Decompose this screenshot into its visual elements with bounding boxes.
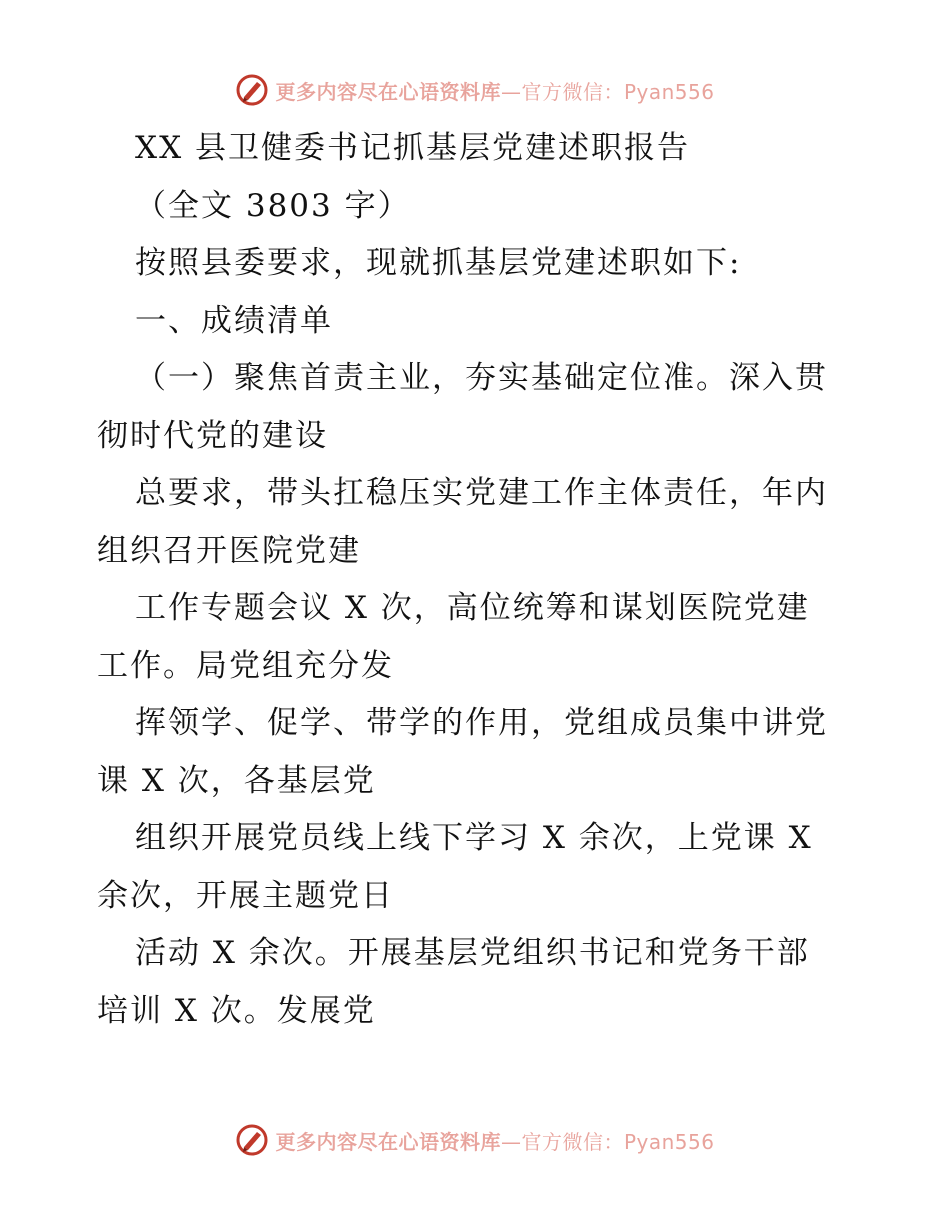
document-line: 工作。局党组充分发 bbox=[97, 647, 394, 684]
watermark-text: 更多内容尽在心语资料库—官方微信：Pyan556 bbox=[275, 79, 715, 104]
document-line: （一）聚焦首责主业，夯实基础定位准。深入贯 bbox=[135, 360, 828, 396]
watermark-text: 更多内容尽在心语资料库—官方微信：Pyan556 bbox=[275, 1129, 715, 1154]
document-line: 挥领学、促学、带学的作用，党组成员集中讲党 bbox=[135, 705, 828, 741]
document-line: 余次，开展主题党日 bbox=[97, 877, 394, 914]
document-line: 活动 X 余次。开展基层党组织书记和党务干部 bbox=[135, 935, 810, 971]
document-line: 总要求，带头扛稳压实党建工作主体责任，年内 bbox=[135, 475, 828, 511]
header-watermark bbox=[0, 70, 950, 110]
pen-logo-icon bbox=[235, 73, 269, 107]
document-line: 按照县委要求，现就抓基层党建述职如下: bbox=[135, 245, 742, 281]
footer-watermark bbox=[0, 1120, 950, 1160]
document-line: 组织开展党员线上线下学习 X 余次，上党课 X bbox=[135, 820, 813, 856]
document-line: 一、成绩清单 bbox=[135, 302, 333, 339]
document-line: 课 X 次，各基层党 bbox=[97, 762, 376, 799]
document-body bbox=[97, 120, 857, 1040]
document-line: 培训 X 次。发展党 bbox=[97, 992, 376, 1029]
document-line: XX 县卫健委书记抓基层党建述职报告 bbox=[135, 130, 690, 166]
pen-logo-icon bbox=[235, 1123, 269, 1157]
document-line: 彻时代党的建设 bbox=[97, 417, 328, 454]
document-line: 工作专题会议 X 次，高位统筹和谋划医院党建 bbox=[135, 590, 810, 626]
document-line: 组织召开医院党建 bbox=[97, 532, 361, 569]
document-line: （全文 3803 字） bbox=[135, 187, 411, 224]
